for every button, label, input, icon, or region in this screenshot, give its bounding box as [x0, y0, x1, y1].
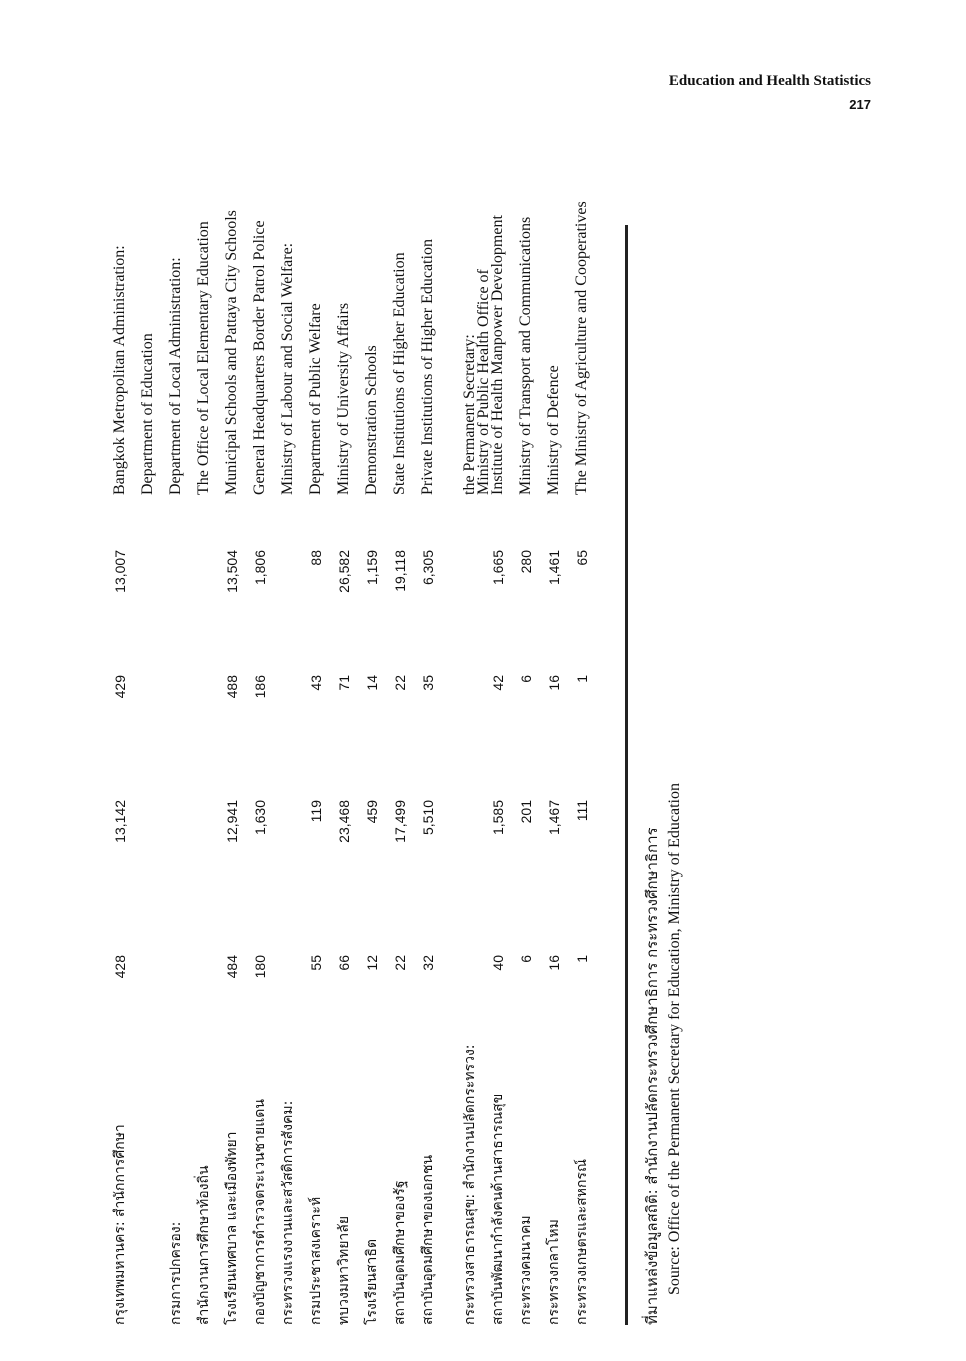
table-cell: 19,118: [392, 550, 408, 592]
row-label-thai: กระทรวงแรงงานและสวัสดิการสังคม:: [280, 1100, 296, 1325]
table-cell: 119: [308, 800, 324, 823]
row-label-english: Demonstration Schools: [363, 345, 380, 495]
table-cell: 12,941: [224, 800, 240, 843]
row-label-thai: กองบัญชาการตำรวจตระเวนชายแดน: [252, 1099, 268, 1325]
table-cell: 23,468: [336, 800, 352, 843]
row-label-thai: กรมการปกครอง:: [168, 1221, 184, 1325]
table-cell: 16: [546, 955, 562, 971]
table-cell: 186: [252, 675, 268, 699]
table-cell: 488: [224, 675, 240, 699]
table-cell: 12: [364, 955, 380, 971]
row-label-thai: กระทรวงกลาโหม: [546, 1219, 562, 1325]
table-cell: 22: [392, 955, 408, 971]
row-label-thai: ทบวงมหาวิทยาลัย: [336, 1215, 352, 1325]
table-cell: 180: [252, 955, 268, 979]
table-cell: 6: [518, 955, 534, 963]
row-label-thai: กรุงเทพมหานคร: สำนักการศึกษา: [112, 1124, 128, 1325]
row-label-thai: โรงเรียนสาธิต: [364, 1239, 380, 1325]
table-cell: 13,142: [112, 800, 128, 843]
row-label-english: Department of Education: [139, 333, 156, 495]
table-cell: 1: [574, 675, 590, 683]
table-cell: 1,467: [546, 800, 562, 836]
row-label-thai: กระทรวงเกษตรและสหกรณ์: [574, 1159, 590, 1325]
row-label-thai: กระทรวงคมนาคม: [518, 1215, 534, 1325]
source-note-english: Source: Office of the Permanent Secretary for Education, Ministry of Education: [666, 783, 683, 1295]
table-cell: 5,510: [420, 800, 436, 836]
row-label-english: Bangkok Metropolitan Administration:: [111, 245, 128, 495]
table-cell: 1,665: [490, 550, 506, 586]
table-cell: 201: [518, 800, 534, 824]
row-label-thai: สำนักงานการศึกษาท้องถิ่น: [196, 1165, 212, 1325]
table-cell: 1: [574, 955, 590, 963]
table-cell: 40: [490, 955, 506, 971]
row-label-english: Ministry of Public Health Office of: [475, 269, 492, 495]
table-cell: 26,582: [336, 550, 352, 593]
table-cell: 1,806: [252, 550, 268, 586]
row-label-english: The Office of Local Elementary Education: [195, 221, 212, 495]
table-cell: 14: [364, 675, 380, 691]
row-label-thai: สถาบันอุดมศึกษาของรัฐ: [392, 1180, 408, 1325]
row-label-thai: สถาบันพัฒนากำลังคนด้านสาธารณสุข: [490, 1093, 506, 1325]
row-label-english: Private Institutions of Higher Education: [419, 239, 436, 495]
table-cell: 1,630: [252, 800, 268, 836]
row-label-thai: กรมประชาสงเคราะห์: [308, 1196, 324, 1325]
table-cell: 428: [112, 955, 128, 979]
table-cell: 17,499: [392, 800, 408, 843]
table-cell: 32: [420, 955, 436, 971]
source-note-thai: ที่มาแหล่งข้อมูลสถิติ: สำนักงานปลัดกระทรวงศึกษาธิการ กระทรวงศึกษาธิการ: [643, 827, 661, 1325]
table-cell: 6: [518, 675, 534, 683]
table-cell: 13,504: [224, 550, 240, 593]
table-cell: 111: [574, 800, 590, 822]
table-cell: 280: [518, 550, 534, 574]
row-label-english: Municipal Schools and Pattaya City Schools: [223, 210, 240, 495]
row-label-thai: โรงเรียนเทศบาล และเมืองพัทยา: [224, 1131, 240, 1325]
row-label-english: Institute of Health Manpower Development: [489, 215, 506, 495]
table-cell: 43: [308, 675, 324, 691]
table-cell: 16: [546, 675, 562, 691]
table-cell: 42: [490, 675, 506, 691]
table-cell: 1,461: [546, 550, 562, 586]
table-cell: 71: [336, 675, 352, 691]
running-header-title: Education and Health Statistics: [668, 73, 871, 89]
page-number: 217: [849, 97, 871, 112]
rotated-table: [100, 201, 700, 1325]
table-cell: 1,585: [490, 800, 506, 836]
row-label-english: Ministry of Defence: [545, 365, 562, 495]
table-cell: 55: [308, 955, 324, 971]
table-cell: 429: [112, 675, 128, 699]
row-label-english: Department of Public Welfare: [307, 303, 324, 495]
row-label-english: General Headquarters Border Patrol Police: [251, 220, 268, 495]
row-label-english: the Permanent Secretary:: [461, 334, 478, 495]
table-cell: 65: [574, 550, 590, 566]
table-cell: 459: [364, 800, 380, 824]
table-cell: 66: [336, 955, 352, 971]
row-label-english: State Institutions of Higher Education: [391, 252, 408, 495]
table-cell: 35: [420, 675, 436, 691]
table-cell: 1,159: [364, 550, 380, 586]
table-cell: 88: [308, 550, 324, 566]
table-cell: 484: [224, 955, 240, 979]
row-label-thai: กระทรวงสาธารณสุข: สำนักงานปลัดกระทรวง:: [462, 1044, 478, 1325]
table-cell: 13,007: [112, 550, 128, 593]
row-label-english: Department of Local Administration:: [167, 257, 184, 495]
row-label-english: Ministry of Labour and Social Welfare:: [279, 242, 296, 495]
row-label-english: Ministry of University Affairs: [335, 302, 352, 495]
table-bottom-rule: [625, 225, 628, 1325]
row-label-thai: สถาบันอุดมศึกษาของเอกชน: [420, 1154, 436, 1325]
table-cell: 22: [392, 675, 408, 691]
table-cell: 6,305: [420, 550, 436, 586]
row-label-english: The Ministry of Agriculture and Cooperatives: [573, 201, 590, 495]
row-label-english: Ministry of Transport and Communications: [517, 216, 534, 495]
